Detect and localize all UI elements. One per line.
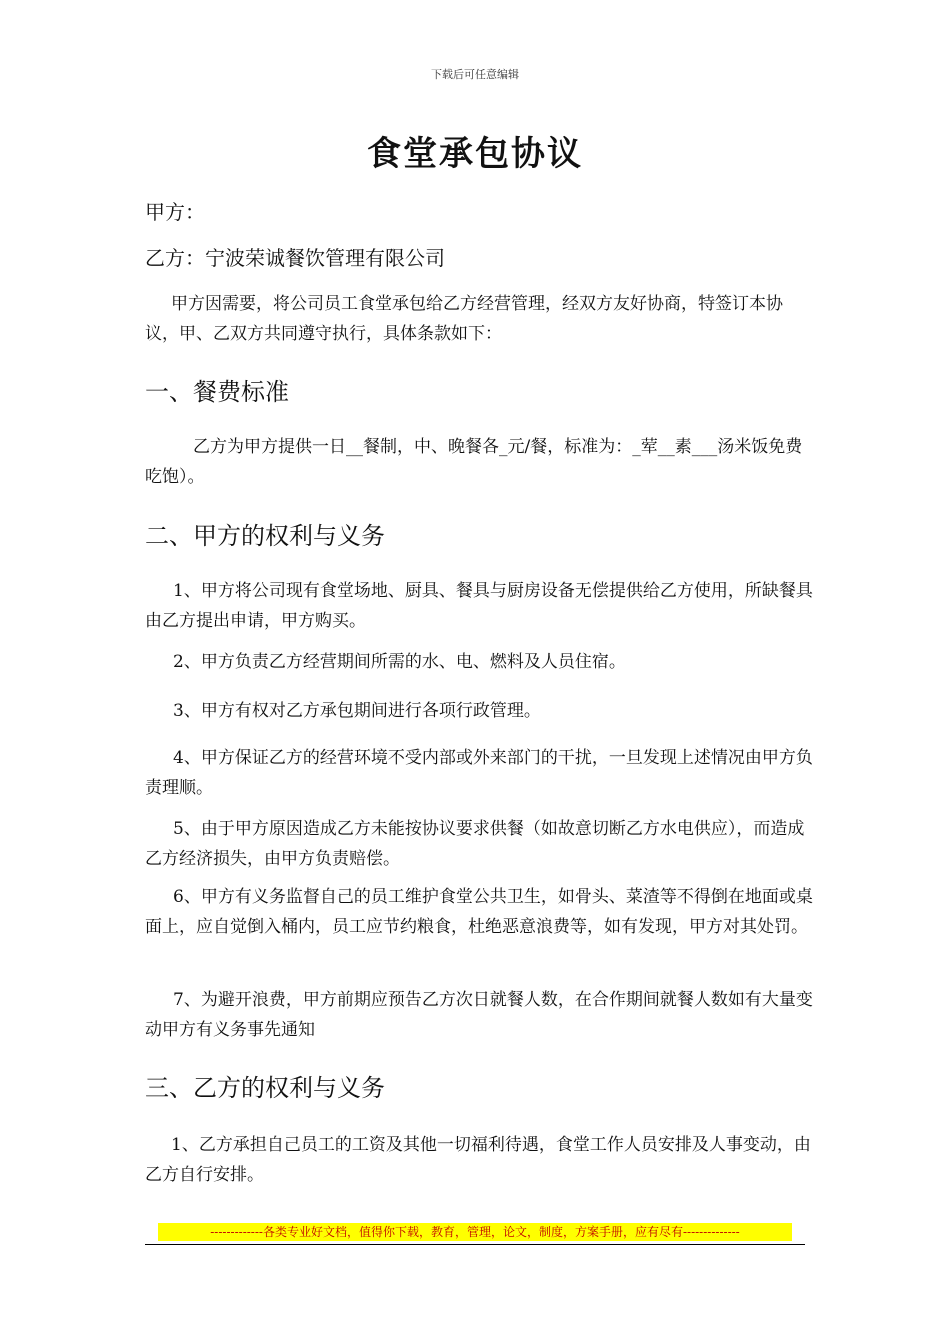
list-item: 4、甲方保证乙方的经营环境不受内部或外来部门的干扰，一旦发现上述情况由甲方负责理顺。	[145, 748, 813, 798]
list-item: 2、甲方负责乙方经营期间所需的水、电、燃料及人员住宿。	[173, 652, 626, 672]
party-a-label: 甲方：	[145, 200, 205, 224]
document-title: 食堂承包协议	[367, 134, 583, 174]
list-item: 1、乙方承担自己员工的工资及其他一切福利待遇，食堂工作人员安排及人事变动，由乙方自行安排。	[145, 1135, 811, 1185]
intro-paragraph: 甲方因需要，将公司员工食堂承包给乙方经营管理，经双方友好协商，特签订本协议，甲、乙双方共同遵守执行，具体条款如下：	[145, 294, 783, 344]
list-item: 3、甲方有权对乙方承包期间进行各项行政管理。	[173, 701, 541, 721]
header-note: 下载后可任意编辑	[431, 68, 519, 81]
section-heading-party-a: 二、甲方的权利与义务	[145, 522, 385, 550]
footer-divider	[145, 1244, 805, 1245]
list-item: 7、为避开浪费，甲方前期应预告乙方次日就餐人数，在合作期间就餐人数如有大量变动甲方有义务事先通知	[145, 990, 813, 1040]
list-item: 6、甲方有义务监督自己的员工维护食堂公共卫生，如骨头、菜渣等不得倒在地面或桌面上，应自觉倒入桶内，员工应节约粮食，杜绝恶意浪费等，如有发现，甲方对其处罚。	[145, 887, 813, 937]
fee-paragraph: 乙方为甲方提供一日__餐制，中、晚餐各_元/餐，标准为：_荤__素___汤米饭免费吃饱）。	[145, 437, 803, 487]
list-item: 1、甲方将公司现有食堂场地、厨具、餐具与厨房设备无偿提供给乙方使用，所缺餐具由乙方提出申请，甲方购买。	[145, 581, 813, 631]
section-heading-party-b: 三、乙方的权利与义务	[145, 1074, 385, 1102]
section-heading-fee: 一、餐费标准	[145, 378, 289, 406]
party-b-label: 乙方：宁波荣诚餐饮管理有限公司	[145, 246, 445, 270]
footer-banner: -------------各类专业好文档，值得你下载，教育，管理，论文，制度，方案手册，应有尽有--------------	[158, 1223, 792, 1241]
list-item: 5、由于甲方原因造成乙方未能按协议要求供餐（如故意切断乙方水电供应），而造成乙方经济损失，由甲方负责赔偿。	[145, 819, 805, 869]
